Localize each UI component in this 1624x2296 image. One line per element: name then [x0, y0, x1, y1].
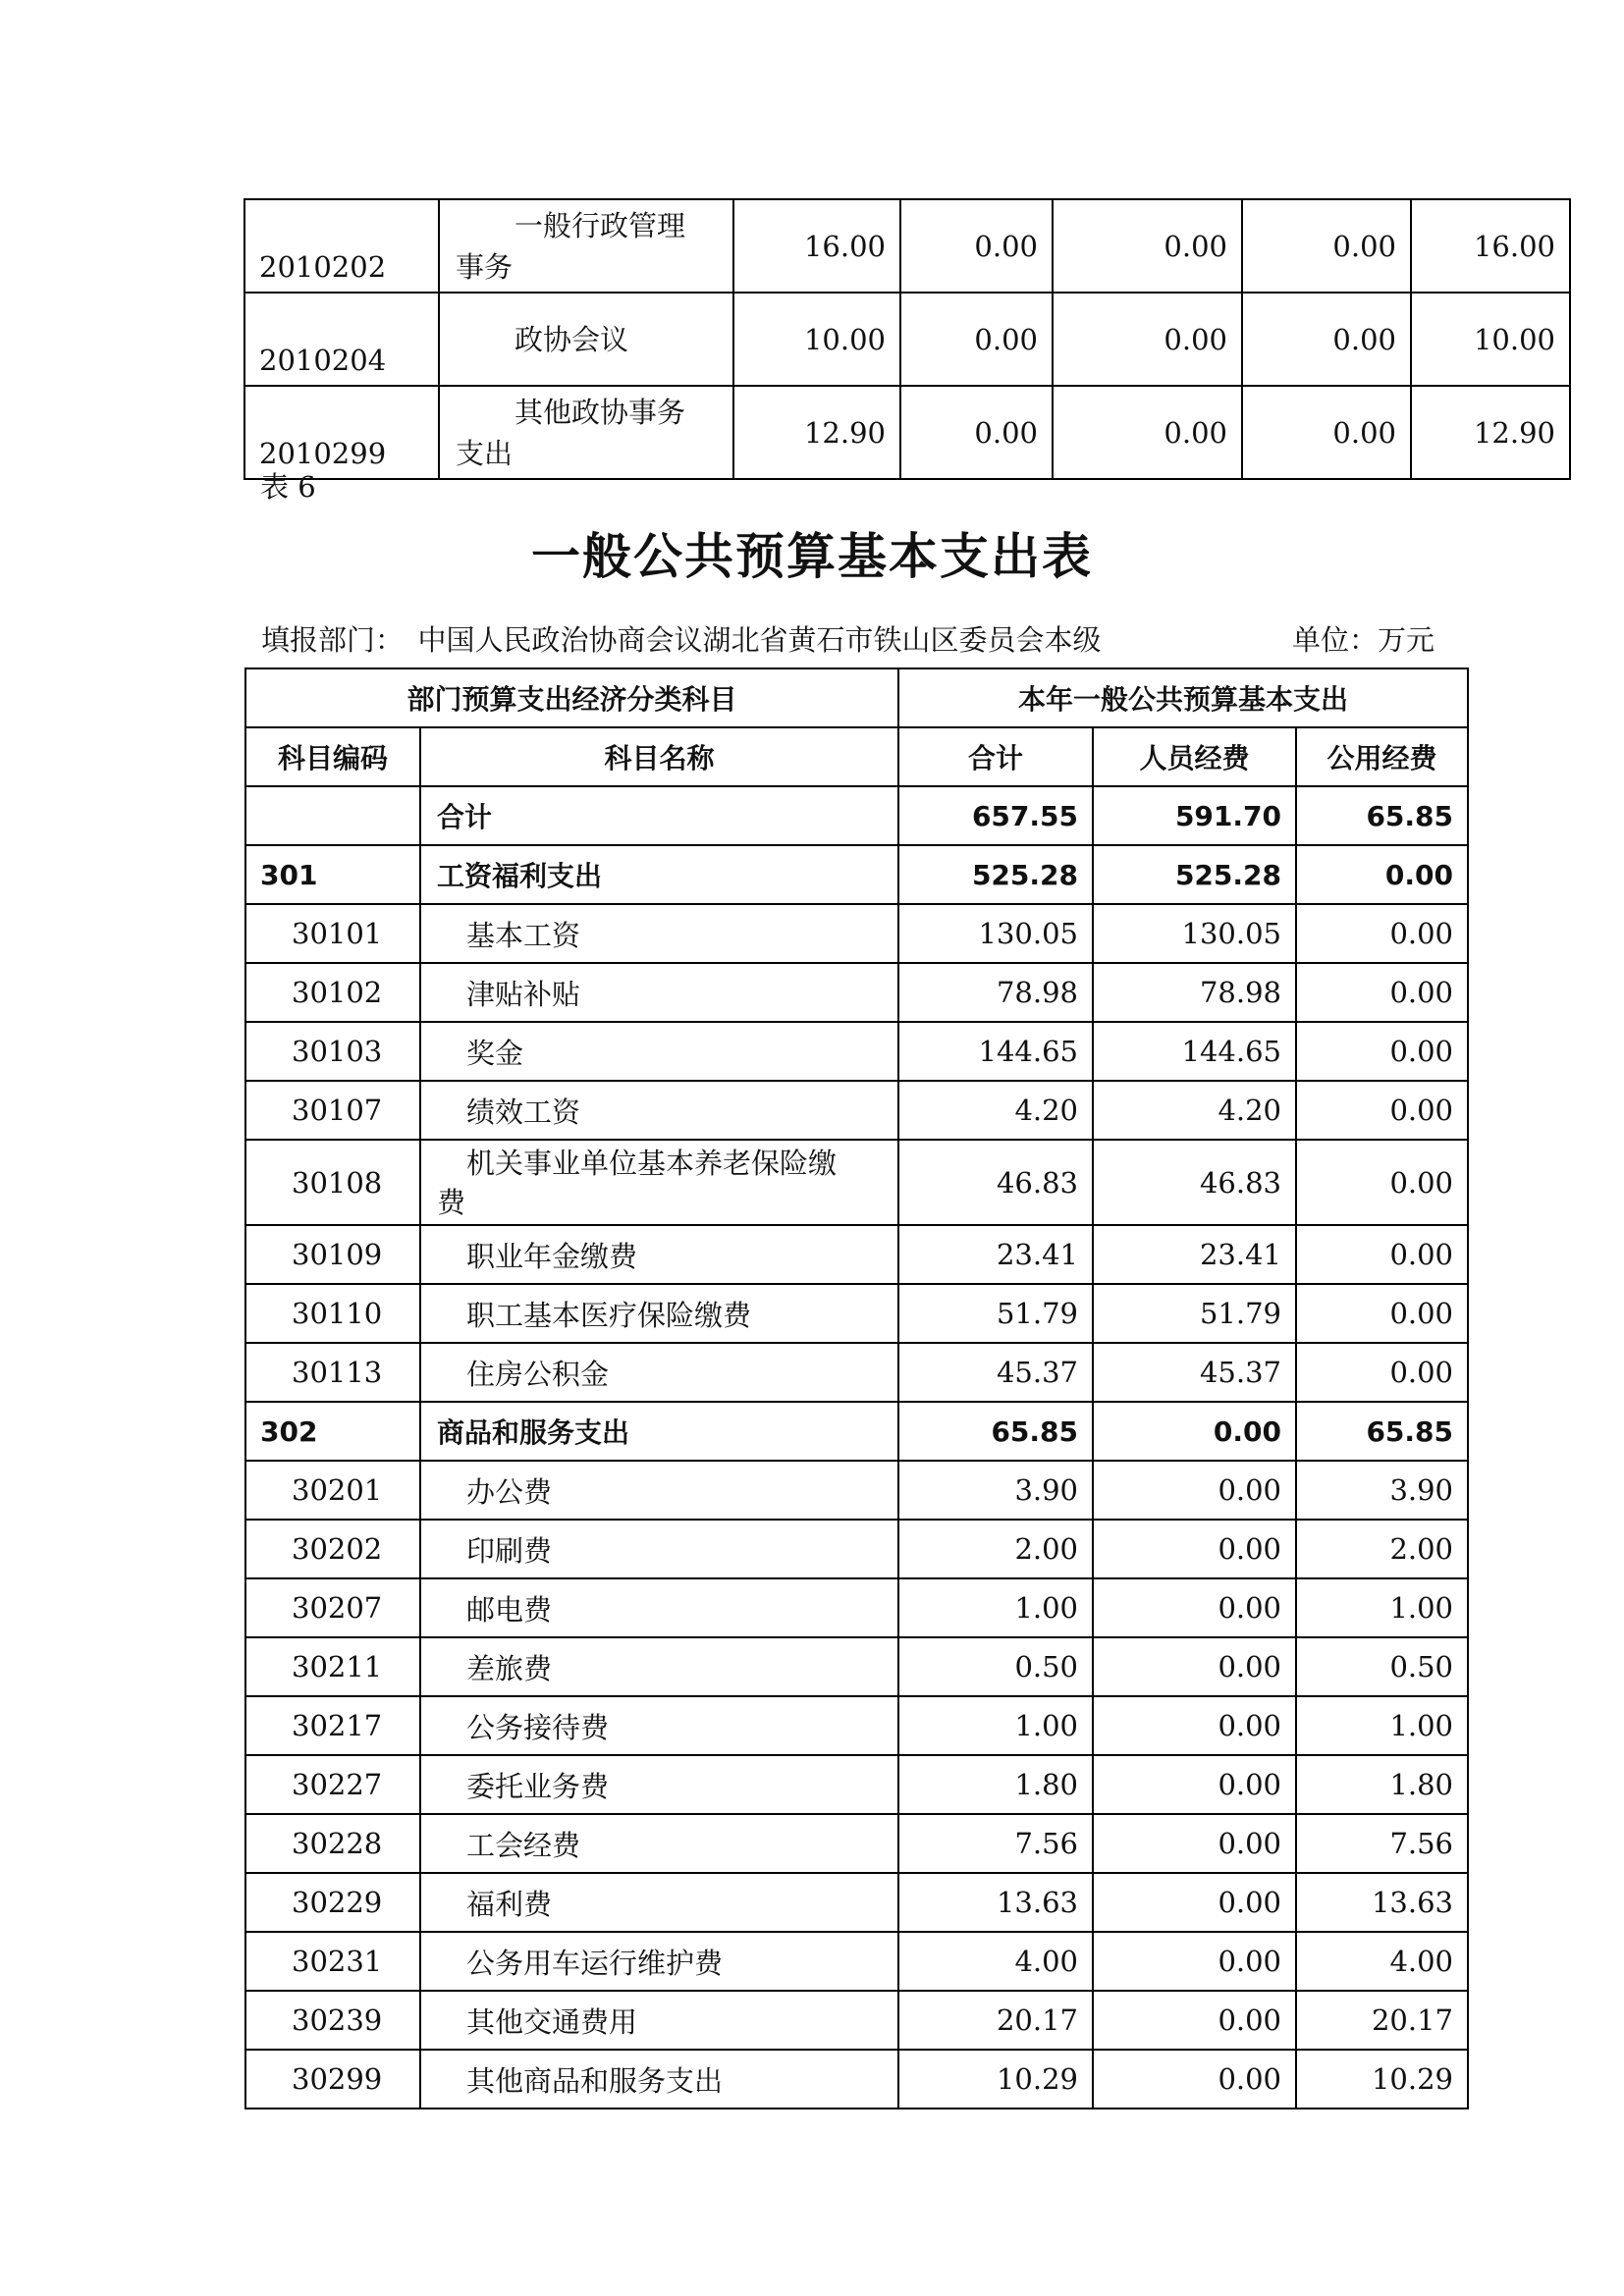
public-cell: 0.00 — [1296, 904, 1468, 963]
public-cell: 1.00 — [1296, 1578, 1468, 1637]
public-cell: 3.90 — [1296, 1461, 1468, 1520]
row-name — [439, 386, 733, 479]
value-cell: 0.00 — [1053, 199, 1242, 293]
column-header-code: 科目编码 — [245, 727, 420, 786]
row-code: 30102 — [245, 963, 420, 1022]
row-name: 绩效工资 — [420, 1081, 898, 1140]
row-code: 30109 — [245, 1225, 420, 1284]
table-row — [245, 2050, 1468, 2109]
public-cell: 2.00 — [1296, 1520, 1468, 1578]
personnel-cell: 591.70 — [1093, 786, 1296, 845]
public-cell: 0.00 — [1296, 1081, 1468, 1140]
column-header-total: 合计 — [898, 727, 1093, 786]
total-cell: 1.80 — [898, 1755, 1093, 1814]
value-cell: 10.00 — [733, 293, 900, 386]
row-code: 302 — [245, 1402, 420, 1461]
row-name: 委托业务费 — [420, 1755, 898, 1814]
public-cell: 10.29 — [1296, 2050, 1468, 2109]
row-code: 30201 — [245, 1461, 420, 1520]
total-cell: 20.17 — [898, 1991, 1093, 2050]
personnel-cell: 0.00 — [1093, 1637, 1296, 1696]
total-cell: 4.00 — [898, 1932, 1093, 1991]
value-cell: 0.00 — [900, 199, 1053, 293]
personnel-cell: 0.00 — [1093, 1991, 1296, 2050]
row-name: 合计 — [420, 786, 898, 845]
row-name: 住房公积金 — [420, 1343, 898, 1402]
total-cell: 13.63 — [898, 1873, 1093, 1932]
filling-department: 填报部门： 中国人民政治协商会议湖北省黄石市铁山区委员会本级 — [261, 623, 1102, 657]
row-name: 职业年金缴费 — [420, 1225, 898, 1284]
row-name: 其他交通费用 — [420, 1991, 898, 2050]
personnel-cell: 0.00 — [1093, 1696, 1296, 1755]
row-code: 2010202 — [244, 199, 439, 293]
row-name: 津贴补贴 — [420, 963, 898, 1022]
table-row — [245, 1284, 1468, 1343]
column-header-public: 公用经费 — [1296, 727, 1468, 786]
value-cell: 16.00 — [1411, 199, 1570, 293]
page-title: 一般公共预算基本支出表 — [531, 527, 1093, 585]
total-cell: 657.55 — [898, 786, 1093, 845]
row-code: 30202 — [245, 1520, 420, 1578]
row-name: 邮电费 — [420, 1578, 898, 1637]
row-code — [245, 786, 420, 845]
personnel-cell: 0.00 — [1093, 1578, 1296, 1637]
row-code: 30108 — [245, 1140, 420, 1225]
table-row — [245, 1578, 1468, 1637]
table-row — [245, 1637, 1468, 1696]
personnel-cell: 23.41 — [1093, 1225, 1296, 1284]
row-code: 2010204 — [244, 293, 439, 386]
total-cell: 46.83 — [898, 1140, 1093, 1225]
personnel-cell: 78.98 — [1093, 963, 1296, 1022]
row-code: 30113 — [245, 1343, 420, 1402]
total-cell: 2.00 — [898, 1520, 1093, 1578]
public-cell: 0.00 — [1296, 1343, 1468, 1402]
personnel-cell: 0.00 — [1093, 1402, 1296, 1461]
total-cell: 65.85 — [898, 1402, 1093, 1461]
total-row — [245, 786, 1468, 845]
public-cell: 0.00 — [1296, 1284, 1468, 1343]
category-row — [245, 845, 1468, 904]
table-row — [244, 293, 1570, 386]
value-cell: 0.00 — [1242, 293, 1411, 386]
row-name: 公务接待费 — [420, 1696, 898, 1755]
group-header-row — [245, 668, 1468, 727]
row-name-line2: 支出 — [456, 436, 514, 470]
total-cell: 4.20 — [898, 1081, 1093, 1140]
public-cell: 65.85 — [1296, 1402, 1468, 1461]
row-code: 301 — [245, 845, 420, 904]
personnel-cell: 0.00 — [1093, 1873, 1296, 1932]
personnel-cell: 144.65 — [1093, 1022, 1296, 1081]
table-row — [245, 1140, 1468, 1225]
personnel-cell: 45.37 — [1093, 1343, 1296, 1402]
value-cell: 0.00 — [1053, 386, 1242, 479]
public-cell: 0.00 — [1296, 963, 1468, 1022]
value-cell: 12.90 — [1411, 386, 1570, 479]
personnel-cell: 130.05 — [1093, 904, 1296, 963]
value-cell: 10.00 — [1411, 293, 1570, 386]
table-row — [245, 1873, 1468, 1932]
public-cell: 7.56 — [1296, 1814, 1468, 1873]
row-name-line1: 机关事业单位基本养老保险缴 — [466, 1146, 838, 1180]
row-name: 公务用车运行维护费 — [420, 1932, 898, 1991]
group-header-classification: 部门预算支出经济分类科目 — [245, 668, 898, 727]
table-row — [245, 904, 1468, 963]
personnel-cell: 0.00 — [1093, 1932, 1296, 1991]
total-cell: 51.79 — [898, 1284, 1093, 1343]
total-cell: 1.00 — [898, 1696, 1093, 1755]
public-cell: 1.80 — [1296, 1755, 1468, 1814]
public-cell: 0.50 — [1296, 1637, 1468, 1696]
personnel-cell: 0.00 — [1093, 2050, 1296, 2109]
table-row — [245, 1461, 1468, 1520]
total-cell: 10.29 — [898, 2050, 1093, 2109]
total-cell: 130.05 — [898, 904, 1093, 963]
total-cell: 1.00 — [898, 1578, 1093, 1637]
public-cell: 20.17 — [1296, 1991, 1468, 2050]
row-code: 30299 — [245, 2050, 420, 2109]
total-cell: 3.90 — [898, 1461, 1093, 1520]
public-cell: 13.63 — [1296, 1873, 1468, 1932]
row-code: 30228 — [245, 1814, 420, 1873]
row-code: 30103 — [245, 1022, 420, 1081]
row-name-line1: 一般行政管理 — [514, 208, 686, 242]
row-name: 办公费 — [420, 1461, 898, 1520]
public-cell: 0.00 — [1296, 845, 1468, 904]
total-cell: 45.37 — [898, 1343, 1093, 1402]
table-row — [245, 1022, 1468, 1081]
row-name: 福利费 — [420, 1873, 898, 1932]
table-row — [245, 963, 1468, 1022]
value-cell: 0.00 — [900, 386, 1053, 479]
row-name: 基本工资 — [420, 904, 898, 963]
total-cell: 78.98 — [898, 963, 1093, 1022]
personnel-cell: 46.83 — [1093, 1140, 1296, 1225]
value-cell: 0.00 — [1242, 199, 1411, 293]
row-name-line2: 事务 — [456, 249, 514, 284]
total-cell: 0.50 — [898, 1637, 1093, 1696]
table-label: 表 6 — [260, 470, 316, 504]
table-row — [244, 199, 1570, 293]
row-name-line2: 费 — [437, 1185, 466, 1219]
table-row — [245, 1225, 1468, 1284]
row-code: 30107 — [245, 1081, 420, 1140]
value-cell: 0.00 — [1242, 386, 1411, 479]
personnel-cell: 525.28 — [1093, 845, 1296, 904]
basic-expenditure-table — [244, 667, 1469, 2109]
row-code: 30101 — [245, 904, 420, 963]
row-name — [439, 293, 733, 386]
public-cell: 0.00 — [1296, 1140, 1468, 1225]
table-row — [245, 1932, 1468, 1991]
table-body — [245, 786, 1468, 2109]
total-cell: 525.28 — [898, 845, 1093, 904]
column-header-personnel: 人员经费 — [1093, 727, 1296, 786]
category-row — [245, 1402, 1468, 1461]
row-name: 差旅费 — [420, 1637, 898, 1696]
value-cell: 0.00 — [1053, 293, 1242, 386]
row-code: 30231 — [245, 1932, 420, 1991]
public-cell: 4.00 — [1296, 1932, 1468, 1991]
personnel-cell: 0.00 — [1093, 1461, 1296, 1520]
public-cell: 0.00 — [1296, 1022, 1468, 1081]
table-row — [244, 386, 1570, 479]
row-name-line1: 政协会议 — [514, 322, 629, 356]
personnel-cell: 0.00 — [1093, 1755, 1296, 1814]
row-code: 30227 — [245, 1755, 420, 1814]
public-cell: 1.00 — [1296, 1696, 1468, 1755]
personnel-cell: 4.20 — [1093, 1081, 1296, 1140]
row-name: 职工基本医疗保险缴费 — [420, 1284, 898, 1343]
row-name: 奖金 — [420, 1022, 898, 1081]
row-code: 2010299 — [244, 386, 439, 479]
continued-budget-table — [244, 198, 1571, 480]
row-name — [420, 1140, 898, 1225]
row-code: 30217 — [245, 1696, 420, 1755]
value-cell: 12.90 — [733, 386, 900, 479]
public-cell: 0.00 — [1296, 1225, 1468, 1284]
table-row — [245, 1520, 1468, 1578]
row-name: 商品和服务支出 — [420, 1402, 898, 1461]
total-cell: 144.65 — [898, 1022, 1093, 1081]
row-name-line1: 其他政协事务 — [514, 395, 686, 429]
row-code: 30211 — [245, 1637, 420, 1696]
row-code: 30207 — [245, 1578, 420, 1637]
column-header-row — [245, 727, 1468, 786]
table-row — [245, 1991, 1468, 2050]
table-row — [245, 1755, 1468, 1814]
row-code: 30239 — [245, 1991, 420, 2050]
column-header-name: 科目名称 — [420, 727, 898, 786]
row-name: 工会经费 — [420, 1814, 898, 1873]
unit-label: 单位：万元 — [1292, 623, 1435, 657]
total-cell: 7.56 — [898, 1814, 1093, 1873]
public-cell: 65.85 — [1296, 786, 1468, 845]
row-name: 其他商品和服务支出 — [420, 2050, 898, 2109]
row-name — [439, 199, 733, 293]
total-cell: 23.41 — [898, 1225, 1093, 1284]
personnel-cell: 0.00 — [1093, 1814, 1296, 1873]
row-name: 印刷费 — [420, 1520, 898, 1578]
table-row — [245, 1814, 1468, 1873]
table-row — [245, 1343, 1468, 1402]
value-cell: 0.00 — [900, 293, 1053, 386]
group-header-expenditure: 本年一般公共预算基本支出 — [898, 668, 1468, 727]
personnel-cell: 0.00 — [1093, 1520, 1296, 1578]
table-row — [245, 1081, 1468, 1140]
personnel-cell: 51.79 — [1093, 1284, 1296, 1343]
row-name: 工资福利支出 — [420, 845, 898, 904]
row-code: 30229 — [245, 1873, 420, 1932]
value-cell: 16.00 — [733, 199, 900, 293]
table-row — [245, 1696, 1468, 1755]
row-code: 30110 — [245, 1284, 420, 1343]
